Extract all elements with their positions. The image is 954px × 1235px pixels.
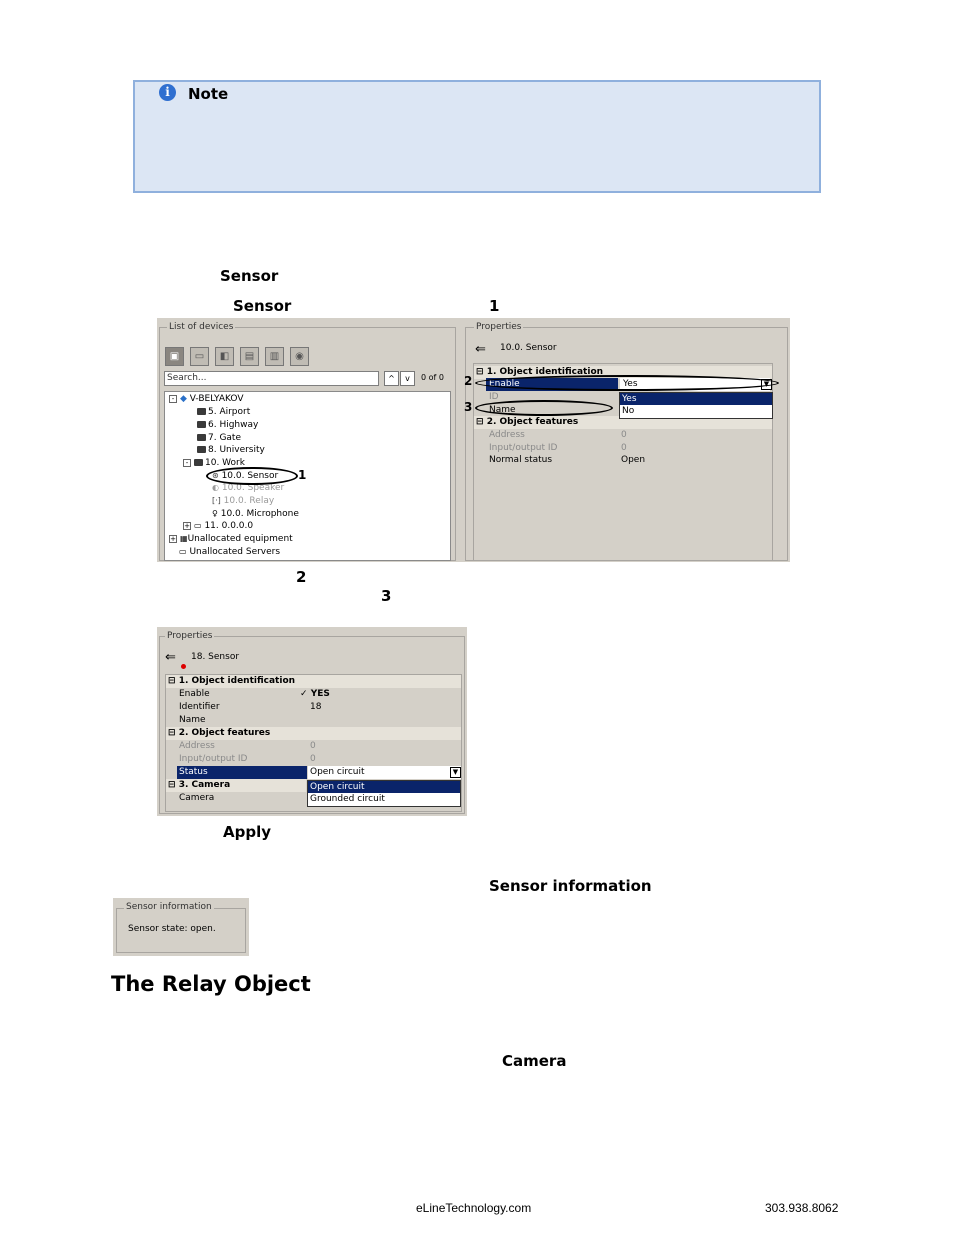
section-object-identification[interactable]: ⊟ 1. Object identification xyxy=(474,366,772,379)
status-label[interactable]: Status xyxy=(177,766,307,779)
camera-label-text: Camera xyxy=(502,1052,567,1070)
marker-3: 3 xyxy=(464,400,473,414)
name-label[interactable]: Name xyxy=(489,405,516,415)
tree-item-university[interactable]: 8. University xyxy=(197,444,265,457)
note-title: Note xyxy=(188,85,229,103)
camera-tool-icon[interactable]: ▣ xyxy=(165,347,184,366)
address2-label: Address xyxy=(179,741,215,751)
identifier-value: 18 xyxy=(310,702,322,712)
video-tool-icon[interactable]: ◧ xyxy=(215,347,234,366)
status-value[interactable]: Open circuit xyxy=(308,766,461,779)
speaker-tool-icon[interactable]: ◉ xyxy=(290,347,309,366)
properties-grid xyxy=(473,363,773,561)
enable2-label: Enable xyxy=(179,689,210,699)
highlight-ellipse-3 xyxy=(475,400,613,416)
tree-item-highway[interactable]: 6. Highway xyxy=(197,419,258,432)
io-id-value: 0 xyxy=(621,443,627,453)
sensor-object-icon: ⇐ xyxy=(475,342,486,357)
devices-toolbar xyxy=(165,347,309,366)
footer-site: eLineTechnology.com xyxy=(416,1201,532,1215)
devices-screenshot xyxy=(157,318,790,562)
apply-label: Apply xyxy=(223,823,272,841)
info-icon: i xyxy=(159,84,176,101)
identifier-label: Identifier xyxy=(179,702,220,712)
highlight-ellipse-2 xyxy=(475,375,779,391)
dropdown-option-yes[interactable]: Yes xyxy=(620,393,772,405)
relay-object-heading: The Relay Object xyxy=(111,972,311,996)
sensor-subheading: Sensor xyxy=(233,297,292,315)
dropdown-option-open-circuit[interactable]: Open circuit xyxy=(308,781,460,793)
camera-label: Camera xyxy=(179,793,215,803)
enable-dropdown-list xyxy=(619,392,773,419)
server-tool-icon[interactable]: ▥ xyxy=(265,347,284,366)
alarm-dot-icon xyxy=(181,664,186,669)
properties-group-label: Properties xyxy=(476,322,522,332)
callout-3: 3 xyxy=(381,587,392,605)
marker-2: 2 xyxy=(464,374,473,388)
tree-item-relay[interactable]: [·] 10.0. Relay xyxy=(212,496,275,506)
io-id2-value: 0 xyxy=(310,754,316,764)
io-id2-label: Input/output ID xyxy=(179,754,248,764)
tree-item-unallocated-servers[interactable]: ▭ Unallocated Servers xyxy=(179,547,281,557)
tree-item-ip[interactable]: + ▭ 11. 0.0.0.0 xyxy=(184,521,254,531)
enable-dropdown-arrow-icon[interactable]: ▼ xyxy=(761,379,772,390)
normal-status-value[interactable]: Open xyxy=(621,455,646,465)
sensor-heading: Sensor xyxy=(220,267,279,285)
footer-phone: 303.938.8062 xyxy=(765,1201,839,1215)
sensor-information-heading: Sensor information xyxy=(489,877,652,895)
status-dropdown-arrow-icon[interactable]: ▼ xyxy=(450,767,461,778)
name2-label: Name xyxy=(179,715,206,725)
tree-item-unallocated-equipment[interactable]: + ▦Unallocated equipment xyxy=(170,534,293,544)
search-count: 0 of 0 xyxy=(421,373,444,382)
tree-item-gate[interactable]: 7. Gate xyxy=(197,432,241,445)
search-placeholder: Search... xyxy=(167,373,207,383)
sensor-state-text: Sensor state: open. xyxy=(128,924,216,934)
devices-group-label: List of devices xyxy=(169,322,234,332)
properties2-group-label: Properties xyxy=(167,631,213,641)
id-label: ID xyxy=(489,392,499,402)
note-box xyxy=(133,80,821,193)
dropdown-option-grounded-circuit[interactable]: Grounded circuit xyxy=(310,794,385,804)
status-dropdown-list xyxy=(307,780,461,807)
tree-item-microphone[interactable]: ♀ 10.0. Microphone xyxy=(212,509,299,519)
io-id-label: Input/output ID xyxy=(489,443,558,453)
section-object-features[interactable]: ⊟ 2. Object features xyxy=(474,416,772,429)
tree-item-work[interactable]: - 10. Work xyxy=(183,457,245,470)
properties-screenshot xyxy=(157,627,467,816)
properties2-grid xyxy=(165,674,462,812)
enable-value[interactable]: Yes xyxy=(620,378,770,391)
step-marker-1: 1 xyxy=(489,297,500,315)
tree-item-sensor[interactable]: ⊛ 10.0. Sensor xyxy=(212,471,279,481)
section2-object-features[interactable]: ⊟ 2. Object features xyxy=(166,727,461,740)
highlight-ellipse-1 xyxy=(206,467,298,485)
sensor-information-panel xyxy=(113,898,249,956)
tree-root[interactable]: - ◆ V-BELYAKOV xyxy=(169,393,243,406)
dropdown-option-no[interactable]: No xyxy=(622,406,635,416)
monitor-tool-icon[interactable]: ▭ xyxy=(190,347,209,366)
address-value: 0 xyxy=(621,430,627,440)
sensor-information-group-label: Sensor information xyxy=(126,902,212,912)
marker-1: 1 xyxy=(298,468,307,482)
callout-2: 2 xyxy=(296,568,307,586)
section2-object-identification[interactable]: ⊟ 1. Object identification xyxy=(166,675,461,688)
section2-camera[interactable]: ⊟ 3. Camera xyxy=(166,779,306,792)
search-down-button[interactable]: v xyxy=(400,371,415,386)
enable2-value[interactable]: ✓ YES xyxy=(300,689,330,699)
tree-item-airport[interactable]: 5. Airport xyxy=(197,406,250,419)
enable-label[interactable]: Enable xyxy=(486,378,618,391)
tree-item-speaker[interactable]: ◐ 10.0. Speaker xyxy=(212,483,285,493)
address2-value: 0 xyxy=(310,741,316,751)
devices-search-input[interactable] xyxy=(164,371,379,386)
properties2-object-title: 18. Sensor xyxy=(191,652,240,662)
address-label: Address xyxy=(489,430,525,440)
properties-object-title: 10.0. Sensor xyxy=(500,343,557,353)
sensor-object-icon-2: ⇐ xyxy=(165,650,176,665)
normal-status-label: Normal status xyxy=(489,455,553,465)
screen-tool-icon[interactable]: ▤ xyxy=(240,347,259,366)
search-up-button[interactable]: ^ xyxy=(384,371,399,386)
